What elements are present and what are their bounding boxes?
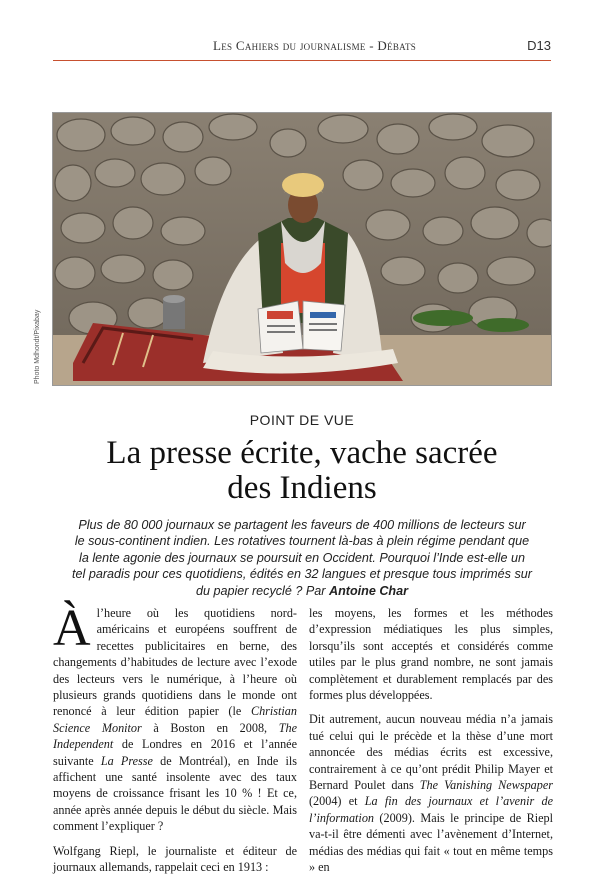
article-title-line-1: La presse écrite, vache sacrée: [106, 435, 498, 471]
paragraph: [53, 600, 297, 835]
text-run: (2004) et: [309, 794, 365, 809]
publication-name: Les Cahiers du journalisme - Débats: [213, 38, 417, 53]
book-title: The Vanishing Newspaper: [419, 778, 554, 793]
running-header: [53, 36, 551, 61]
publication-title: Christian Science Monitor: [53, 704, 297, 735]
author-name: Antoine Char: [328, 583, 409, 598]
text-run: de Londres en 2016 et l’année suivante: [53, 737, 297, 768]
article-standfirst: [72, 517, 532, 599]
text-run: Dit autrement, aucun nouveau média n’a jamais tué celui qui le précède et la thèse d’une mort annoncée des médias écrits est excessive, contrairement à ce qu’ont prédit Philip Mayer et Bernard Poulet dans: [309, 712, 553, 793]
book-title: La fin des journaux et l’avenir de l’information: [309, 794, 553, 825]
page-number: D13: [527, 38, 551, 53]
article-title: [60, 436, 544, 506]
text-run: à Boston en 2008,: [141, 720, 279, 735]
publication-title: La Presse: [100, 753, 153, 768]
text-run: l’heure où les quotidiens nord-américains et européens souffrent de recettes publicitaires en berne, des changements d’habitudes de lecture avec l’exode des lecteurs vers le numérique, à l’heure où plusieurs grands quotidiens dans le monde ont renoncé à leur édition papier (le: [53, 606, 297, 719]
section-kicker: POINT DE VUE: [249, 412, 355, 428]
photo-credit: Photo Mdhondt/Pixabay: [34, 309, 41, 384]
body-column-right: [309, 605, 553, 884]
publication-title: The Independent: [53, 720, 297, 752]
article-photo: [52, 112, 552, 386]
paragraph: les moyens, les formes et les méthodes d’expression médiatiques les plus simples, lorsqu’ils sont acceptés et considérés comme utiles par le plus grand nombre, ne sont jamais complètement et durablement remplacés par des formes plus développées.: [309, 606, 553, 703]
drop-cap: À: [53, 600, 91, 657]
text-run: de Montréal), en Inde ils affichent une santé insolente avec des taux moyens de croissance frisant les 10 % ! Et ce, année après année depuis le début du siècle. Mais comment l’expliquer ?: [53, 753, 297, 834]
paragraph: [309, 711, 553, 875]
body-column-left: [53, 600, 297, 884]
paragraph: Wolfgang Riepl, le journaliste et éditeur de journaux allemands, rappelait ceci en 1913 :: [53, 843, 297, 875]
standfirst-text: Plus de 80 000 journaux se partagent les faveurs de 400 millions de lecteurs sur le sous-continent indien. Les rotatives tournent là-bas à plein régime pendant que la lente agonie des journaux se poursuit en Occident. Pourquoi l’Inde est-elle un tel paradis pour ces quotidiens, édités en 32 langues et presque tous imprimés sur du papier recyclé ? Par: [72, 518, 532, 598]
article-title-line-2: des Indiens: [227, 470, 377, 506]
text-run: (2009). Mais le principe de Riepl va-t-il être démenti avec l’avènement d’Internet, médias des médias qui fait « tout en même temps » en: [309, 810, 553, 875]
photo-illustration: [53, 113, 551, 385]
